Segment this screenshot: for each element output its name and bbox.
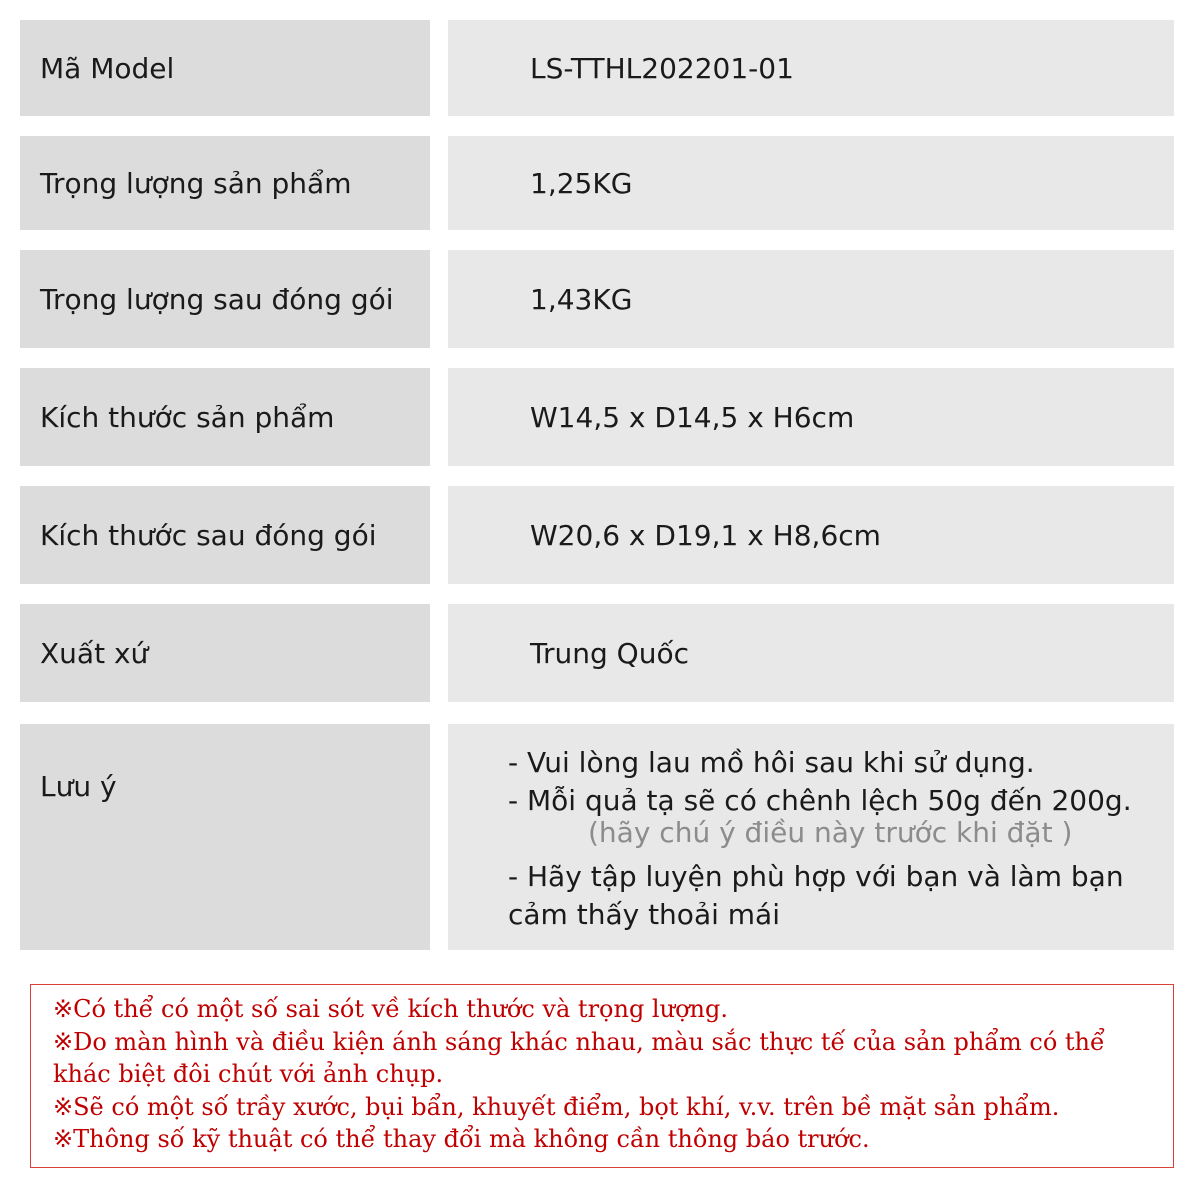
spec-label: Kích thước sản phẩm xyxy=(20,368,430,466)
spec-row-origin xyxy=(20,604,1174,702)
spec-row-product-weight xyxy=(20,136,1174,230)
spec-value: 1,43KG xyxy=(448,250,1174,348)
spec-label: Xuất xứ xyxy=(20,604,430,702)
spec-value: W14,5 x D14,5 x H6cm xyxy=(448,368,1174,466)
notes-value xyxy=(448,724,1174,950)
disclaimer-box xyxy=(30,984,1174,1168)
note-weight-variance: - Mỗi quả tạ sẽ có chênh lệch 50g đến 200g. xyxy=(508,784,1132,817)
spec-value: Trung Quốc xyxy=(448,604,1174,702)
spec-row-model xyxy=(20,20,1174,116)
note-wipe-sweat: - Vui lòng lau mồ hôi sau khi sử dụng. xyxy=(508,746,1035,779)
spec-row-packed-size xyxy=(20,486,1174,584)
spec-value: W20,6 x D19,1 x H8,6cm xyxy=(448,486,1174,584)
disclaimer-line: ※Thông số kỹ thuật có thể thay đổi mà không cần thông báo trước. xyxy=(53,1125,870,1153)
disclaimer-line: ※Sẽ có một số trầy xước, bụi bẩn, khuyết điểm, bọt khí, v.v. trên bề mặt sản phẩm. xyxy=(53,1092,1060,1121)
spec-row-packed-weight xyxy=(20,250,1174,348)
disclaimer-line: ※Có thể có một số sai sót về kích thước và trọng lượng. xyxy=(53,995,728,1023)
spec-value: 1,25KG xyxy=(448,136,1174,230)
notes-label: Lưu ý xyxy=(20,724,430,950)
spec-label: Mã Model xyxy=(20,20,430,116)
disclaimer-line: khác biệt đôi chút với ảnh chụp. xyxy=(53,1060,444,1088)
spec-value: LS-TTHL202201-01 xyxy=(448,20,1174,116)
spec-row-product-size xyxy=(20,368,1174,466)
spec-row-notes xyxy=(20,724,1174,950)
spec-label: Trọng lượng sau đóng gói xyxy=(20,250,430,348)
note-train-suitably: - Hãy tập luyện phù hợp với bạn và làm bạn cảm thấy thoải mái xyxy=(508,860,1124,931)
disclaimer-line: ※Do màn hình và điều kiện ánh sáng khác nhau, màu sắc thực tế của sản phẩm có thể xyxy=(53,1027,1105,1056)
spec-label: Kích thước sau đóng gói xyxy=(20,486,430,584)
spec-label: Trọng lượng sản phẩm xyxy=(20,136,430,230)
note-hint: (hãy chú ý điều này trước khi đặt ) xyxy=(588,816,1073,849)
